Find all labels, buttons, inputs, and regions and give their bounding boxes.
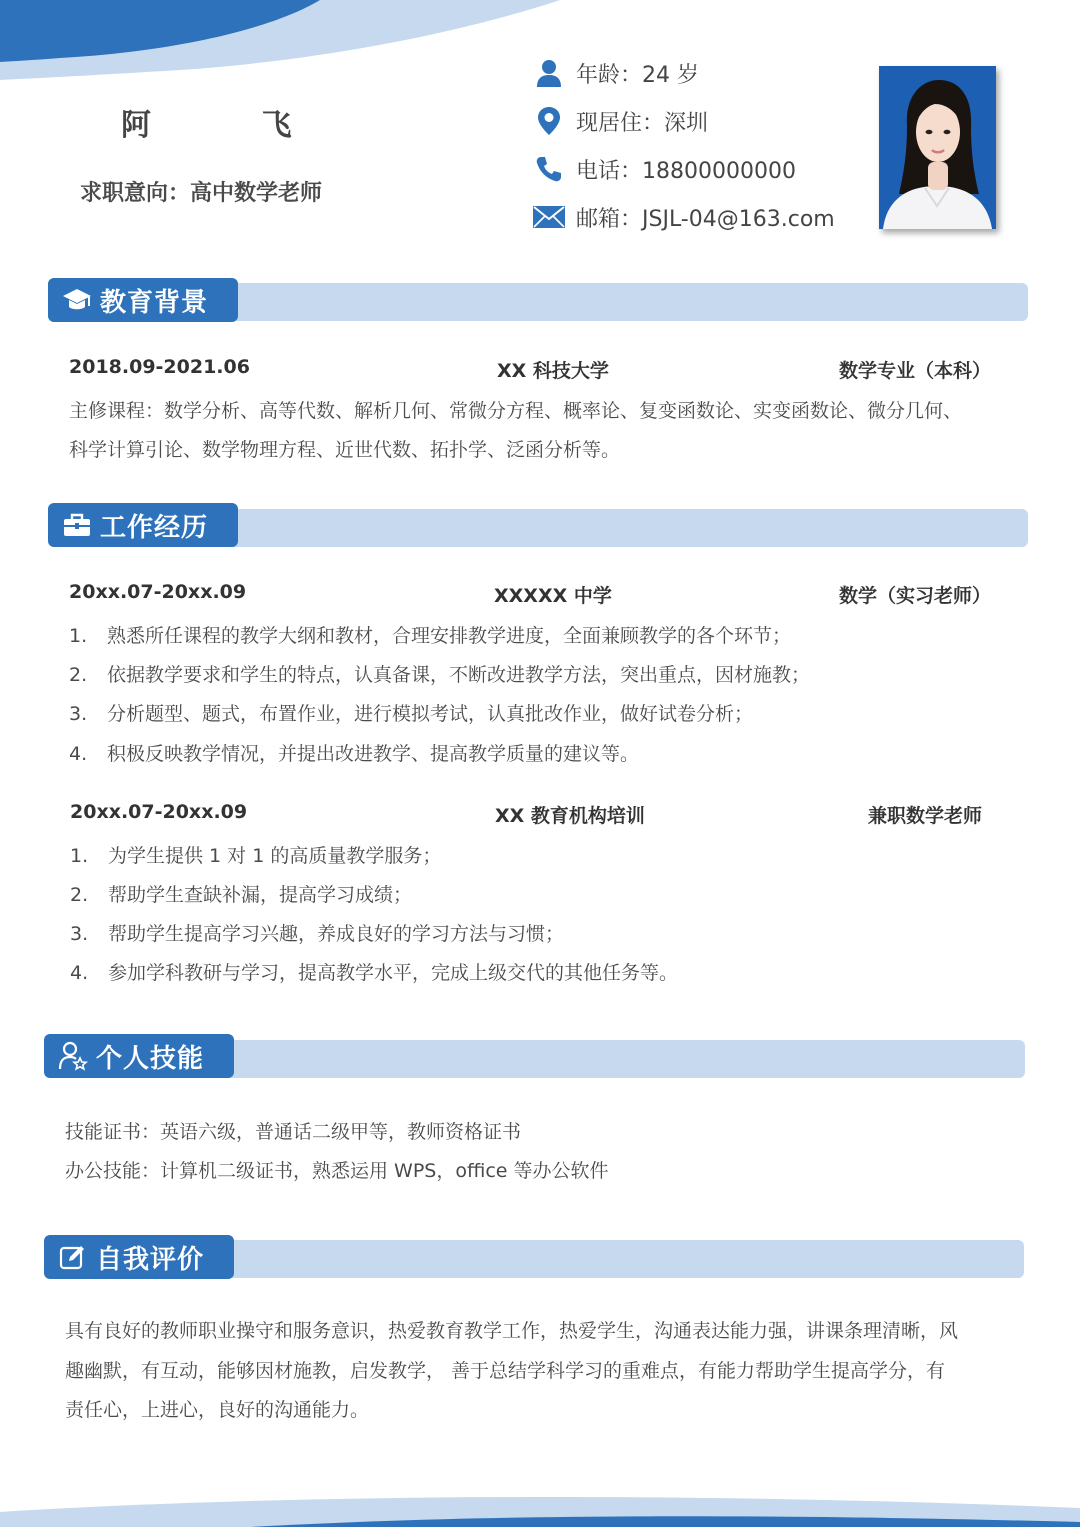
edit-icon [58, 1242, 88, 1272]
education-section-header [48, 278, 238, 322]
self-eval-line3: 责任心，上进心，良好的沟通能力。 [65, 1399, 370, 1421]
job-2-item: 1. 为学生提供 1 对 1 的高质量教学服务； [70, 845, 442, 867]
skills-line1: 技能证书：英语六级，普通话二级甲等，教师资格证书 [65, 1121, 522, 1143]
job-1-item: 1. 熟悉所任课程的教学大纲和教材，合理安排教学进度，全面兼顾教学的各个环节； [69, 625, 792, 647]
job-2-item: 3. 帮助学生提高学习兴趣，养成良好的学习方法与习惯； [70, 923, 565, 945]
user-star-icon [58, 1041, 88, 1071]
self-eval-section-header [44, 1235, 234, 1279]
job-1-header-row [69, 581, 1009, 611]
info-location [532, 104, 708, 138]
job-2-header-row [70, 801, 1010, 831]
work-section-header [48, 503, 238, 547]
person-icon [532, 58, 566, 88]
work-title: 工作经历 [100, 512, 209, 543]
job-2-date: 20xx.07-20xx.09 [70, 801, 248, 823]
job-1-org: XXXXX 中学 [494, 585, 612, 607]
job-2-item: 4. 参加学科教研与学习，提高教学水平，完成上级交代的其他任务等。 [70, 962, 679, 984]
education-date: 2018.09-2021.06 [69, 356, 250, 378]
education-courses-line1: 主修课程：数学分析、高等代数、解析几何、常微分方程、概率论、复变函数论、实变函数论、微分几何、 [69, 400, 963, 422]
education-major: 数学专业（本科） [839, 360, 992, 382]
job-intent-value: 高中数学老师 [190, 181, 323, 206]
info-email [532, 200, 835, 234]
phone-icon [532, 154, 566, 184]
job-1-item: 3. 分析题型、题式，布置作业，进行模拟考试，认真批改作业，做好试卷分析； [69, 703, 754, 725]
education-school: XX 科技大学 [497, 360, 609, 382]
info-age-text: 年龄：24 岁 [576, 62, 699, 88]
job-2-item: 2. 帮助学生查缺补漏，提高学习成绩； [70, 884, 413, 906]
self-eval-line2: 趣幽默，有互动，能够因材施教，启发教学， 善于总结学科学习的重难点，有能力帮助学生提高学分，有 [65, 1360, 946, 1382]
envelope-icon [532, 202, 566, 232]
job-1-date: 20xx.07-20xx.09 [69, 581, 247, 603]
briefcase-icon [62, 510, 92, 540]
job-1-item: 2. 依据教学要求和学生的特点，认真备课，不断改进教学方法，突出重点，因材施教； [69, 664, 811, 686]
job-2-org: XX 教育机构培训 [495, 805, 645, 827]
skills-line2: 办公技能：计算机二级证书，熟悉运用 WPS，office 等办公软件 [65, 1160, 609, 1182]
profile-photo [879, 66, 996, 229]
info-age [532, 56, 699, 90]
education-title: 教育背景 [100, 287, 209, 318]
job-intent-label: 求职意向： [80, 181, 191, 206]
job-1-role: 数学（实习老师） [839, 585, 992, 607]
job-intent [80, 176, 322, 207]
skills-section-header [44, 1034, 234, 1078]
info-phone [532, 152, 796, 186]
job-1-item: 4. 积极反映教学情况，并提出改进教学、提高教学质量的建议等。 [69, 743, 640, 765]
candidate-name: 阿 飞 [121, 108, 342, 143]
skills-title: 个人技能 [96, 1043, 205, 1074]
self-eval-title: 自我评价 [96, 1244, 205, 1275]
info-location-text: 现居住：深圳 [576, 110, 709, 136]
education-courses-line2: 科学计算引论、数学物理方程、近世代数、拓扑学、泛函分析等。 [69, 439, 621, 461]
info-phone-text: 电话：18800000000 [576, 158, 796, 184]
education-header-row [69, 356, 1009, 386]
info-email-text: 邮箱：JSJL-04@163.com [576, 206, 835, 232]
graduation-cap-icon [62, 285, 92, 315]
self-eval-line1: 具有良好的教师职业操守和服务意识，热爱教育教学工作，热爱学生，沟通表达能力强，讲课条理清晰，风 [65, 1320, 959, 1342]
job-2-role: 兼职数学老师 [868, 805, 983, 827]
location-pin-icon [532, 106, 566, 136]
